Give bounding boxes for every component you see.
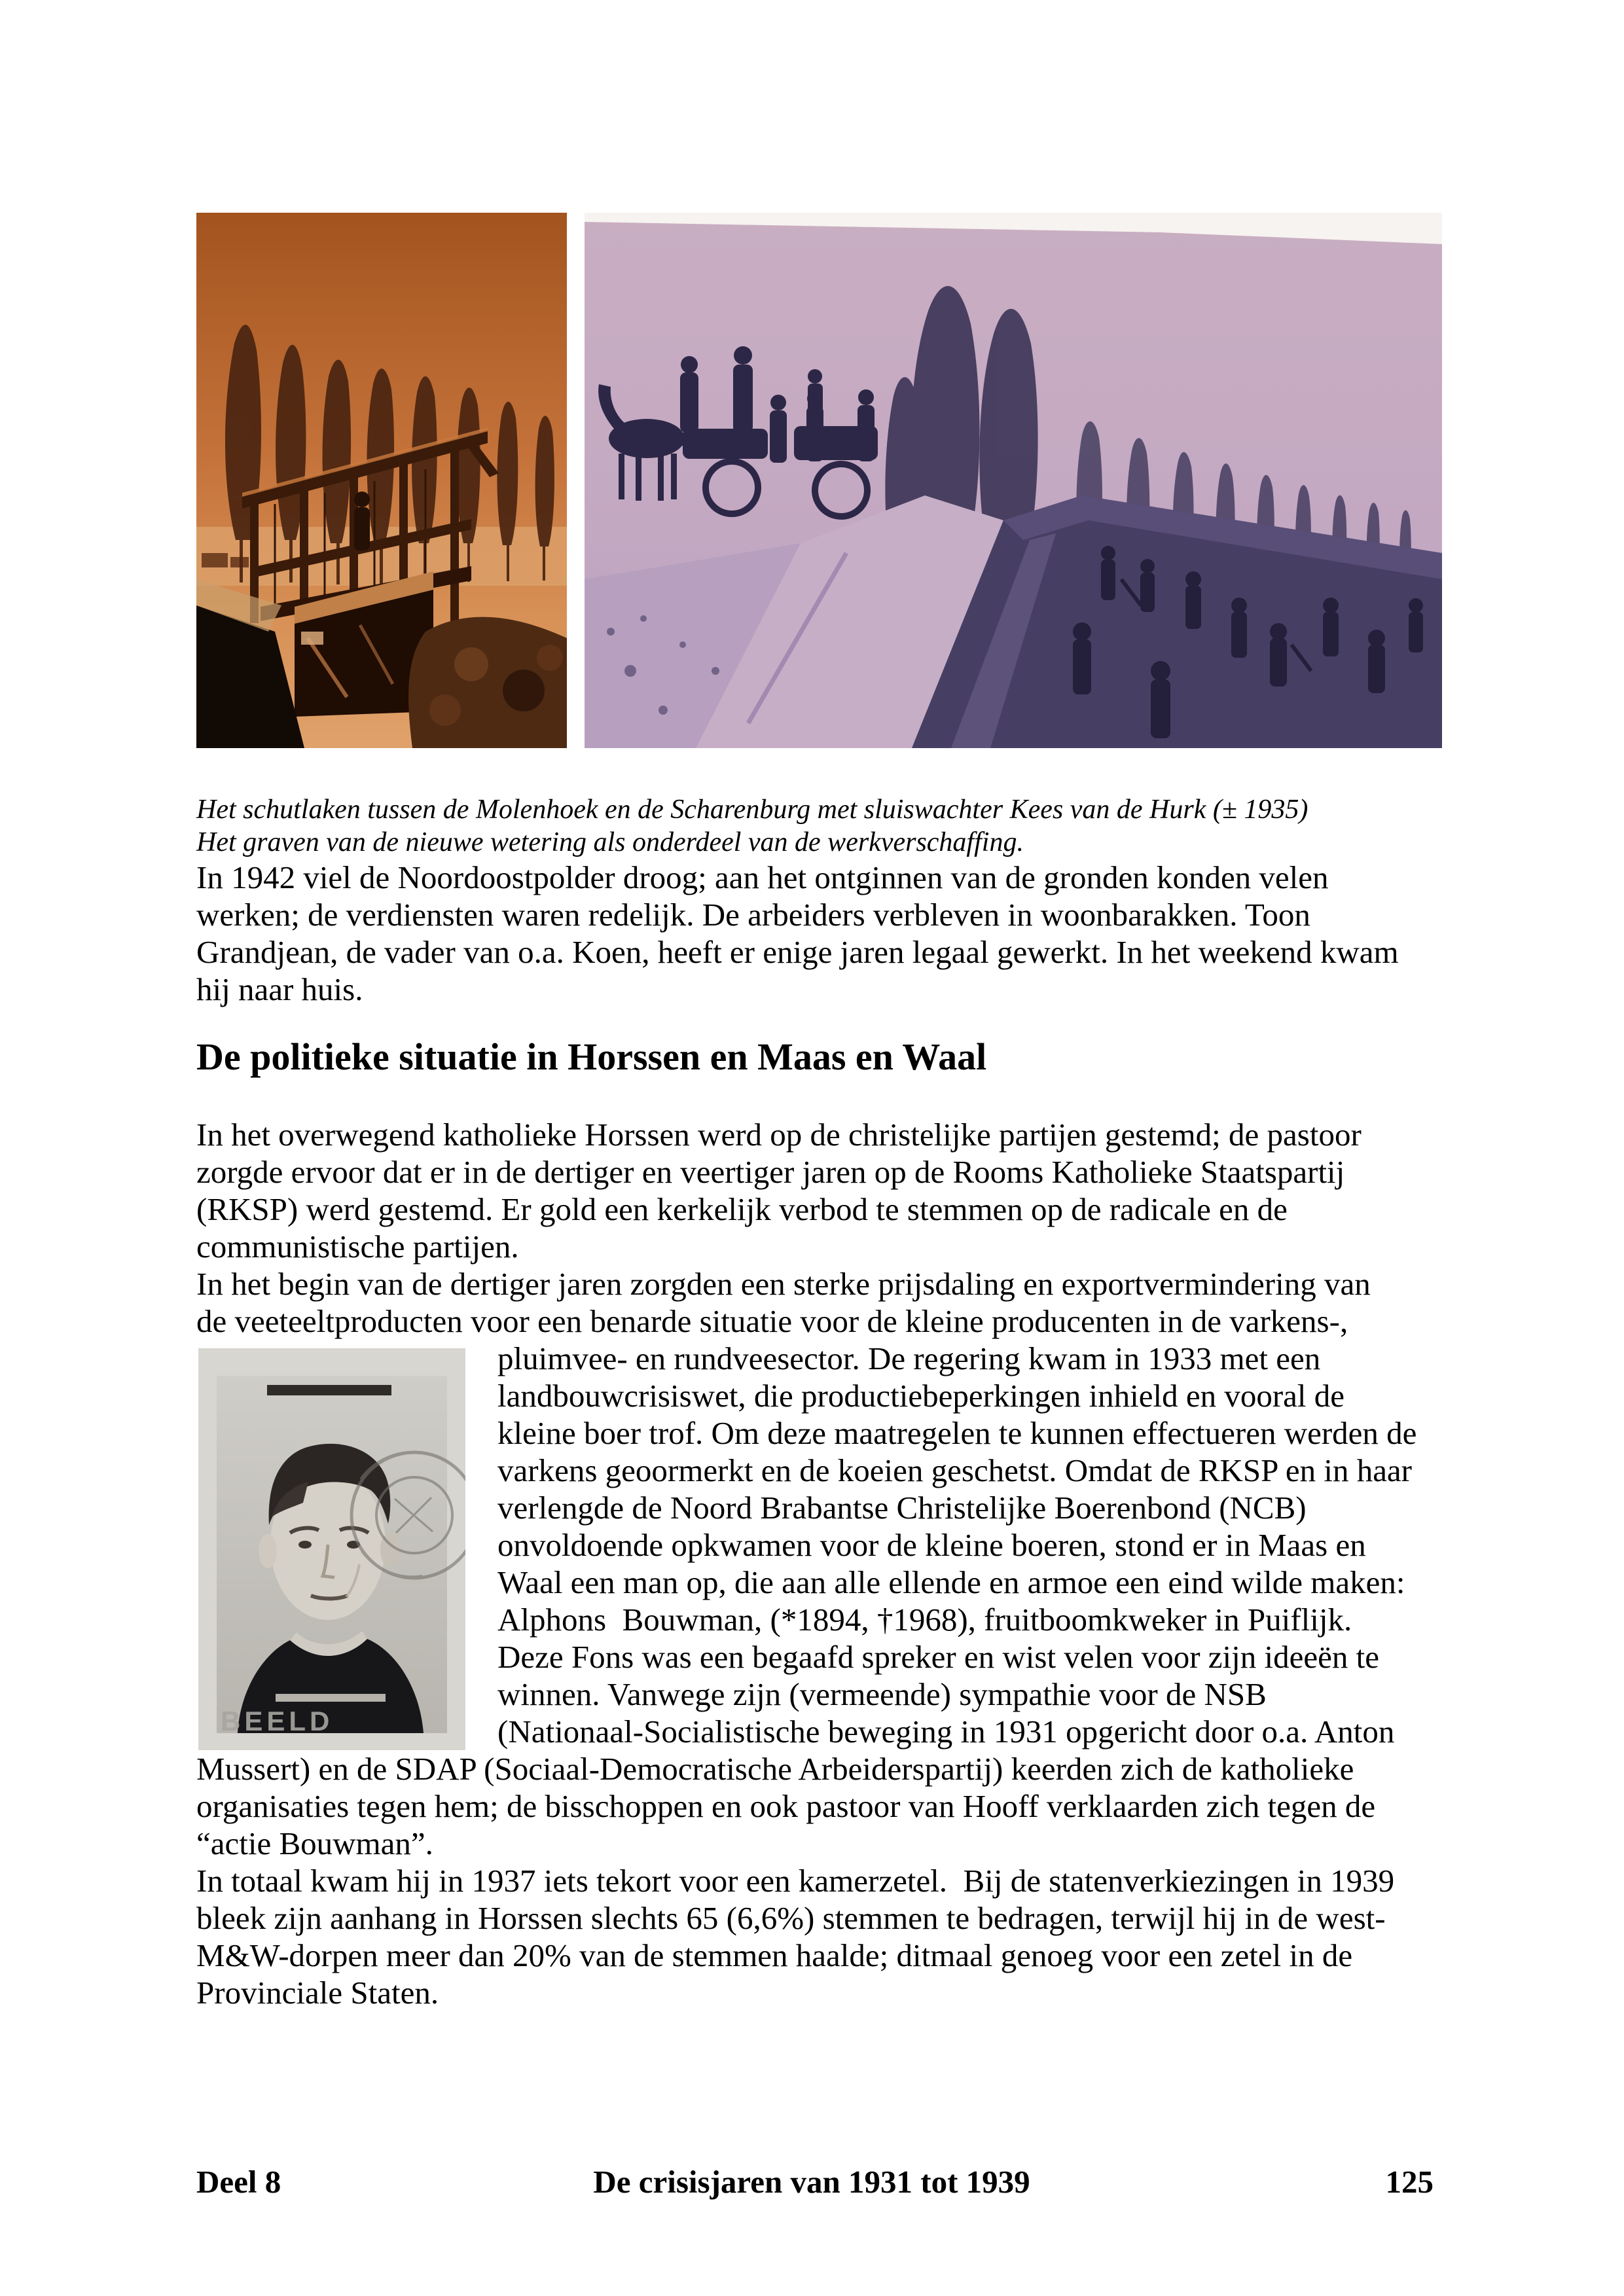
text-line: Grandjean, de vader van o.a. Koen, heeft er enige jaren legaal gewerkt. In het weekend kwam <box>196 934 1399 970</box>
text-line: hij naar huis. <box>196 971 363 1007</box>
text-line: zorgde ervoor dat er in de dertiger en veertiger jaren op de Rooms Katholieke Staatspartij <box>196 1154 1345 1190</box>
text-line: In totaal kwam hij in 1937 iets tekort voor een kamerzetel. Bij de statenverkiezingen in 1939 <box>196 1863 1395 1899</box>
bank-vegetation <box>408 617 567 748</box>
text-line: (RKSP) werd gestemd. Er gold een kerkelijk verbod te stemmen op de radicale en de <box>196 1191 1288 1227</box>
text-line: Het schutlaken tussen de Molenhoek en de Scharenburg met sluiswachter Kees van de Hurk (± 1935) <box>196 795 1308 825</box>
beeld-watermark-text: BEELD <box>221 1706 334 1736</box>
sluice-keeper-figure <box>354 492 370 550</box>
text-line: Mussert) en de SDAP (Sociaal-Democratische Arbeiderspartij) keerden zich de katholieke <box>196 1751 1354 1787</box>
paragraph-elections <box>196 1862 1416 2011</box>
text-line: werken; de verdiensten waren redelijk. De arbeiders verbleven in woonbarakken. Toon <box>196 897 1310 933</box>
text-line: verlengde de Noord Brabantse Christelijke Boerenbond (NCB) <box>497 1490 1307 1526</box>
text-line: In het begin van de dertiger jaren zorgden een sterke prijsdaling en exportvermindering van <box>196 1266 1371 1302</box>
photo-caption <box>196 793 1399 859</box>
text-line: pluimvee- en rundveesector. De regering kwam in 1933 met een <box>497 1340 1321 1376</box>
footer-chapter-title: De crisisjaren van 1931 tot 1939 <box>593 2164 1030 2200</box>
text-line: kleine boer trof. Om deze maatregelen te kunnen effectueren werden de <box>497 1415 1417 1451</box>
text-line: landbouwcrisiswet, die productiebeperkingen inhield en vooral de <box>497 1378 1345 1414</box>
text-line: M&W-dorpen meer dan 20% van de stemmen haalde; ditmaal genoeg voor een zetel in de <box>196 1937 1353 1973</box>
text-line: winnen. Vanwege zijn (vermeende) sympathie voor de NSB <box>497 1676 1267 1712</box>
text-line: de veeteeltproducten voor een benarde situatie voor de kleine producenten in de varkens-, <box>196 1303 1348 1339</box>
text-line: Alphons Bouwman, (*1894, †1968), fruitboomkweker in Puiflijk. <box>497 1602 1352 1638</box>
bouwman-portrait-photo <box>198 1348 465 1750</box>
text-line: Deze Fons was een begaafd spreker en wist velen voor zijn ideeën te <box>497 1639 1379 1675</box>
text-line: In 1942 viel de Noordoostpolder droog; aan het ontginnen van de gronden konden velen <box>196 859 1329 895</box>
paragraph-politics <box>196 1116 1416 1265</box>
text-line: Het graven van de nieuwe wetering als onderdeel van de werkverschaffing. <box>196 827 1024 857</box>
tape-strip <box>267 1385 391 1395</box>
footer-page-number: 125 <box>1385 2164 1434 2200</box>
text-line: communistische partijen. <box>196 1229 519 1265</box>
paragraph-noordoostpolder <box>196 859 1399 1008</box>
sluice-gate-photo <box>196 213 567 748</box>
section-heading: De politieke situatie in Horssen en Maas en Waal <box>196 1035 987 1078</box>
text-line: “actie Bouwman”. <box>196 1825 433 1861</box>
text-line: varkens geoormerkt en de koeien geschetst. Omdat de RKSP en in haar <box>497 1452 1413 1488</box>
text-line: bleek zijn aanhang in Horssen slechts 65 (6,6%) stemmen te bedragen, terwijl hij in de west- <box>196 1900 1386 1936</box>
text-line: Waal een man op, die aan alle ellende en armoe een eind wilde maken: <box>497 1564 1405 1600</box>
footer-part-label: Deel 8 <box>196 2164 281 2200</box>
text-line: (Nationaal-Socialistische beweging in 1931 opgericht door o.a. Anton <box>497 1713 1395 1749</box>
text-line: onvoldoende opkwamen voor de kleine boeren, stond er in Maas en <box>497 1527 1366 1563</box>
text-line: organisaties tegen hem; de bisschoppen en ook pastoor van Hooff verklaarden zich tegen de <box>196 1788 1376 1824</box>
text-line: Provinciale Staten. <box>196 1975 439 2011</box>
canal-digging-photo <box>585 213 1442 748</box>
caption-and-intro <box>196 793 1399 1008</box>
text-line: In het overwegend katholieke Horssen werd op de christelijke partijen gestemd; de pastoor <box>196 1117 1362 1153</box>
